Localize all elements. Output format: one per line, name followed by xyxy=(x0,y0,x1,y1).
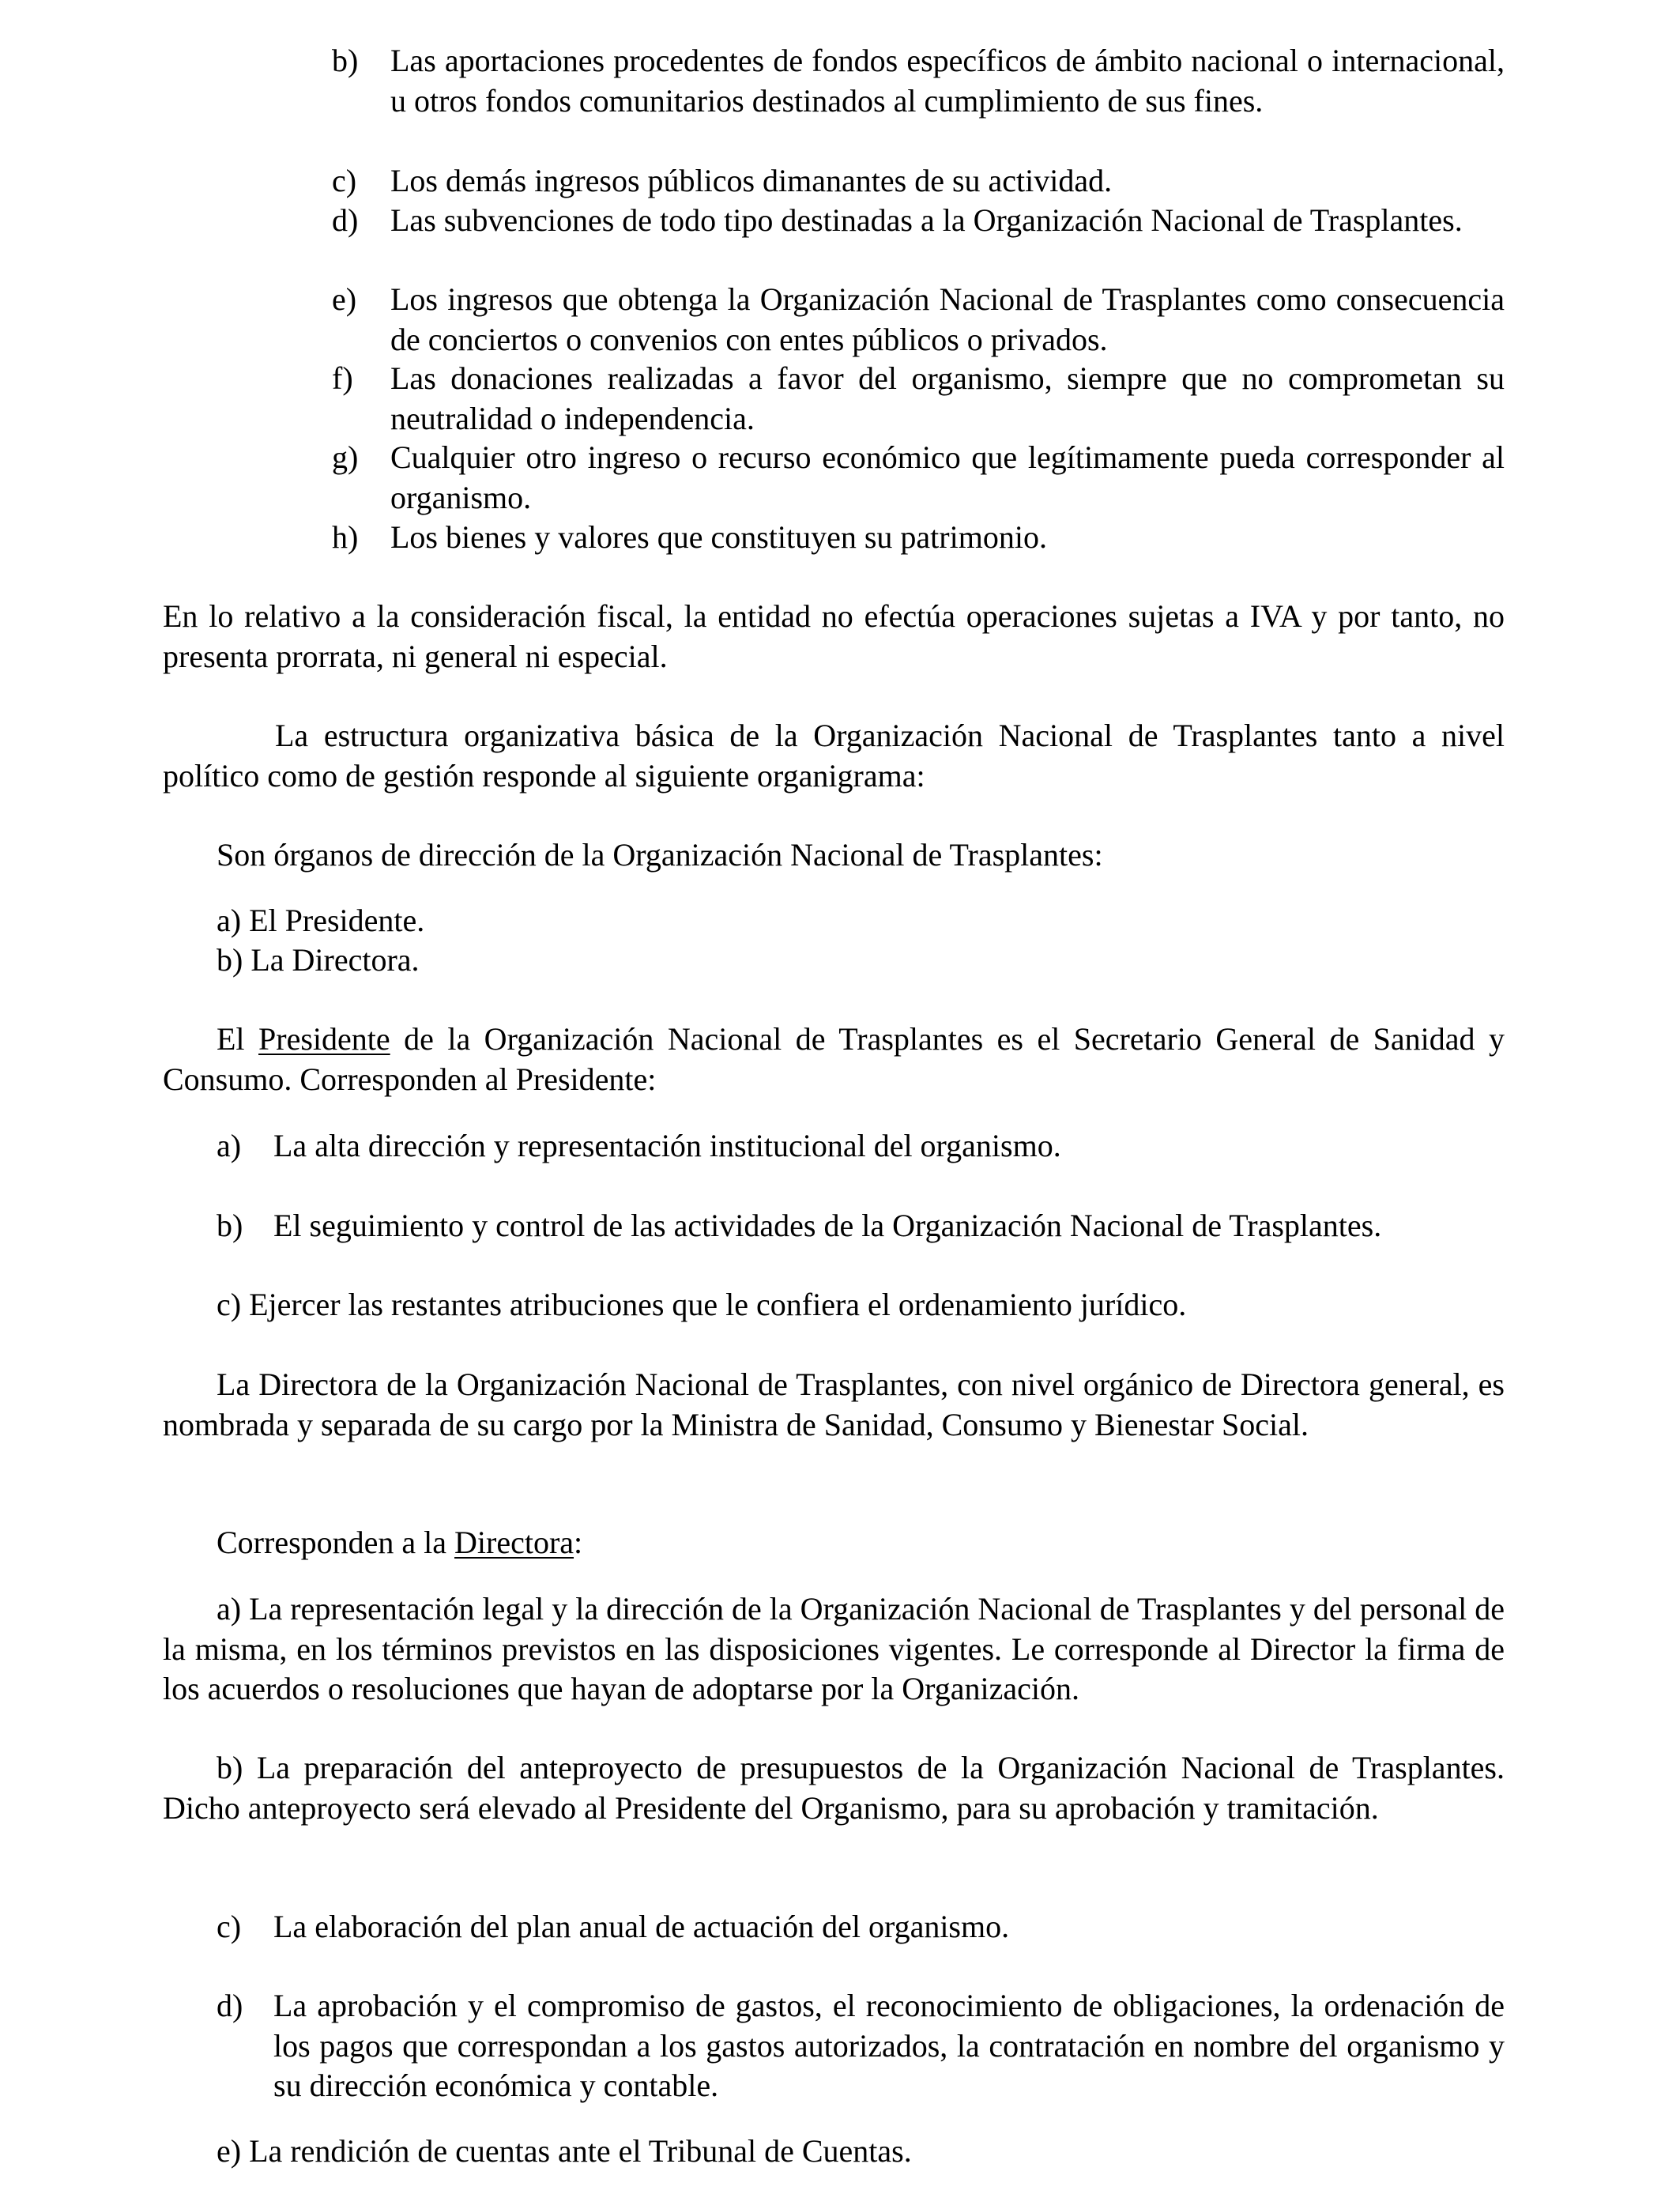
organs-list-item: b) La Directora. xyxy=(217,942,420,978)
list-marker: b) xyxy=(217,1208,243,1243)
list-marker: e) xyxy=(332,281,357,317)
president-paragraph xyxy=(163,1020,1505,1099)
president-duty-c: c) Ejercer las restantes atribuciones que le confiera el ordenamiento jurídico. xyxy=(217,1287,1187,1322)
list-item: La aprobación y el compromiso de gastos, el reconocimiento de obligaciones, la ordenación de los pagos que correspondan a los gastos autorizados, la contratación en nombre del organismo y su dirección económica y contable. xyxy=(273,1988,1505,2103)
director-duty-b: b) La preparación del anteproyecto de presupuestos de la Organización Nacional de Trasplantes. Dicho anteproyecto será elevado al Presidente del Organismo, para su aprobación y tramitación. xyxy=(163,1750,1505,1826)
list-marker: b) xyxy=(332,43,359,78)
structure-paragraph: La estructura organizativa básica de la Organización Nacional de Trasplantes tanto a nivel político como de gestión responde al siguiente organigrama: xyxy=(163,718,1505,794)
director-intro xyxy=(217,1523,582,1563)
list-item: Los bienes y valores que constituyen su patrimonio. xyxy=(390,519,1047,555)
list-item: Las subvenciones de todo tipo destinadas a la Organización Nacional de Trasplantes. xyxy=(390,202,1463,238)
organs-intro: Son órganos de dirección de la Organización Nacional de Trasplantes: xyxy=(217,837,1103,873)
organs-list-item: a) El Presidente. xyxy=(217,903,425,938)
list-item: Los demás ingresos públicos dimanantes de su actividad. xyxy=(390,163,1113,198)
director-intro-lead: Corresponden a la xyxy=(217,1525,455,1560)
list-marker: h) xyxy=(332,519,359,555)
list-item: Las aportaciones procedentes de fondos específicos de ámbito nacional o internacional, u otros fondos comunitarios destinados al cumplimiento de sus fines. xyxy=(390,43,1505,119)
director-paragraph: La Directora de la Organización Nacional de Trasplantes, con nivel orgánico de Directora general, es nombrada y separada de su cargo por la Ministra de Sanidad, Consumo y Bienestar Social. xyxy=(163,1367,1505,1442)
list-item: La alta dirección y representación institucional del organismo. xyxy=(273,1128,1061,1163)
list-marker: d) xyxy=(217,1988,243,2023)
director-intro-tail: : xyxy=(574,1525,583,1560)
director-duty-e: e) La rendición de cuentas ante el Tribunal de Cuentas. xyxy=(217,2133,912,2169)
president-paragraph-rest: de la Organización Nacional de Trasplantes es el Secretario General de Sanidad y Consumo. Corresponden al Presidente: xyxy=(163,1021,1505,1097)
fiscal-paragraph: En lo relativo a la consideración fiscal, la entidad no efectúa operaciones sujetas a IVA y por tanto, no presenta prorrata, ni general ni especial. xyxy=(163,598,1505,674)
director-term: Directora xyxy=(454,1525,574,1560)
director-duty-a: a) La representación legal y la dirección de la Organización Nacional de Trasplantes y del personal de la misma, en los términos previstos en las disposiciones vigentes. Le corresponde al Director la firma de los acuerdos o resoluciones que hayan de adoptarse por la Organización. xyxy=(163,1591,1505,1706)
list-item: Los ingresos que obtenga la Organización Nacional de Trasplantes como consecuencia de conciertos o convenios con entes públicos o privados. xyxy=(390,281,1505,357)
list-item: El seguimiento y control de las actividades de la Organización Nacional de Trasplantes. xyxy=(273,1208,1382,1243)
list-marker: a) xyxy=(217,1128,242,1163)
list-item: Las donaciones realizadas a favor del organismo, siempre que no comprometan su neutralidad o independencia. xyxy=(390,360,1505,436)
list-marker: g) xyxy=(332,439,359,475)
list-item: Cualquier otro ingreso o recurso económico que legítimamente pueda corresponder al organismo. xyxy=(390,439,1505,515)
list-marker: d) xyxy=(332,202,359,238)
list-marker: c) xyxy=(332,163,357,198)
president-term: Presidente xyxy=(258,1021,390,1057)
president-paragraph-lead: El xyxy=(217,1021,259,1057)
list-item: La elaboración del plan anual de actuación del organismo. xyxy=(273,1909,1010,1944)
list-marker: c) xyxy=(217,1909,242,1944)
list-marker: f) xyxy=(332,360,353,396)
